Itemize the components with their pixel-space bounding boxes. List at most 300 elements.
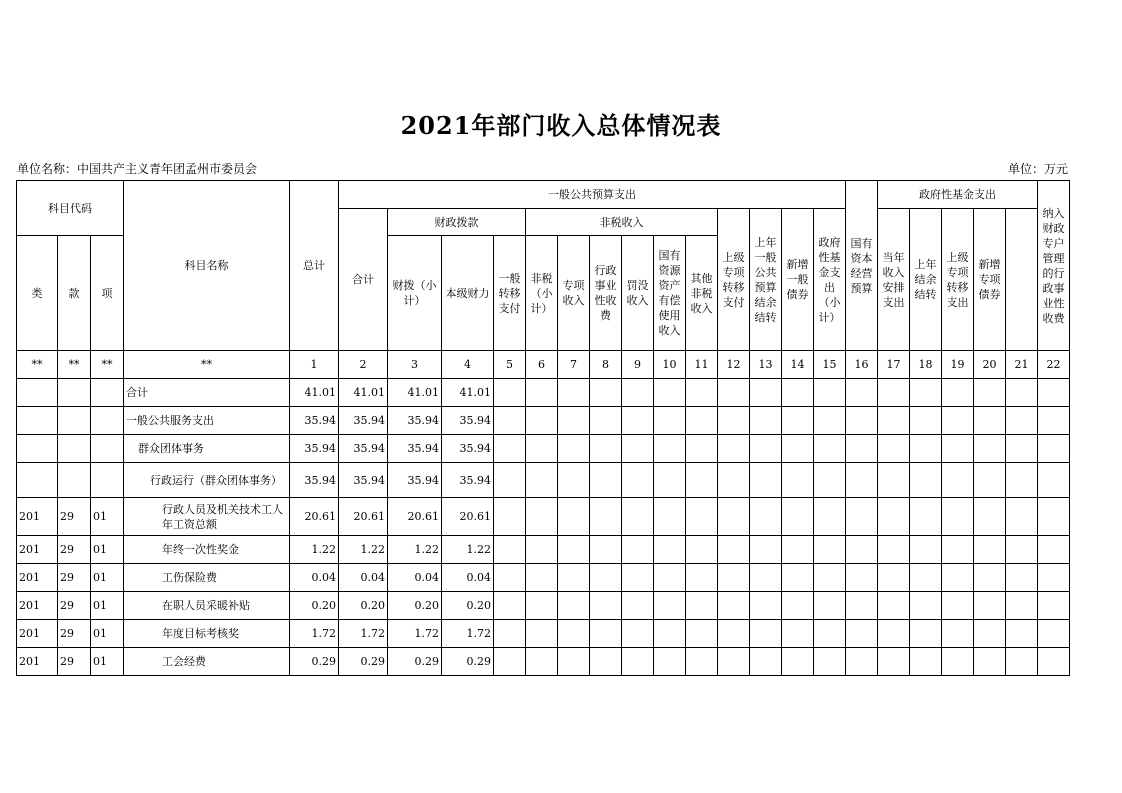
empty-cell (622, 620, 654, 648)
column-index-cell: 13 (750, 351, 782, 379)
column-index-cell: 22 (1038, 351, 1070, 379)
empty-cell (814, 407, 846, 435)
column-index-cell: 12 (718, 351, 750, 379)
header-last-year-carry: 上年结余结转 (910, 209, 942, 351)
empty-cell (846, 463, 878, 498)
empty-cell (590, 620, 622, 648)
header-upper-special: 上级专项转移支付 (718, 209, 750, 351)
empty-cell (526, 463, 558, 498)
empty-cell (910, 648, 942, 676)
empty-cell (1006, 498, 1038, 536)
empty-cell (494, 435, 526, 463)
same-level-cell: 20.61 (442, 498, 494, 536)
empty-cell (942, 648, 974, 676)
fiscal-sub-cell: 41.01 (388, 379, 442, 407)
empty-cell (590, 407, 622, 435)
empty-cell (814, 564, 846, 592)
empty-cell (654, 498, 686, 536)
empty-cell (654, 407, 686, 435)
empty-cell (590, 564, 622, 592)
same-level-cell: 1.22 (442, 536, 494, 564)
empty-cell (910, 498, 942, 536)
empty-cell (814, 620, 846, 648)
empty-cell (654, 379, 686, 407)
xiang-cell: 01 (91, 592, 124, 620)
empty-cell (910, 620, 942, 648)
table-row (17, 435, 1070, 463)
empty-cell (942, 592, 974, 620)
heji-cell: 35.94 (339, 435, 388, 463)
empty-cell (1038, 435, 1070, 463)
lei-cell (17, 407, 58, 435)
empty-cell (686, 379, 718, 407)
empty-cell (814, 463, 846, 498)
empty-cell (1006, 463, 1038, 498)
subject-name-cell: 工伤保险费 (124, 564, 290, 592)
empty-cell (558, 536, 590, 564)
empty-cell (782, 379, 814, 407)
empty-cell (526, 379, 558, 407)
total-cell: 1.72 (290, 620, 339, 648)
empty-cell (974, 407, 1006, 435)
empty-cell (526, 407, 558, 435)
heji-cell: 35.94 (339, 463, 388, 498)
lei-cell (17, 379, 58, 407)
column-index-cell: 9 (622, 351, 654, 379)
empty-cell (494, 536, 526, 564)
empty-cell (942, 379, 974, 407)
empty-cell (494, 379, 526, 407)
empty-cell (590, 435, 622, 463)
empty-cell (622, 648, 654, 676)
empty-cell (654, 648, 686, 676)
header-nontax: 非税收入 (526, 209, 718, 236)
empty-cell (1038, 463, 1070, 498)
lei-cell (17, 435, 58, 463)
empty-cell (686, 498, 718, 536)
empty-cell (1038, 536, 1070, 564)
kuan-cell: 29 (58, 564, 91, 592)
empty-cell (1038, 498, 1070, 536)
header-current-income: 当年收入安排支出 (878, 209, 910, 351)
column-index-cell: 18 (910, 351, 942, 379)
column-index-cell: 10 (654, 351, 686, 379)
header-total: 总计 (290, 181, 339, 351)
column-index-cell: ** (17, 351, 58, 379)
header-nontax-sub: 非税（小计） (526, 236, 558, 351)
table-row (17, 592, 1070, 620)
empty-cell (974, 620, 1006, 648)
empty-cell (814, 435, 846, 463)
empty-cell (910, 435, 942, 463)
empty-cell (878, 407, 910, 435)
empty-cell (846, 435, 878, 463)
kuan-cell: 29 (58, 498, 91, 536)
empty-cell (590, 379, 622, 407)
subject-name-cell: 年终一次性奖金 (124, 536, 290, 564)
empty-cell (654, 564, 686, 592)
empty-cell (942, 463, 974, 498)
empty-cell (558, 498, 590, 536)
empty-cell (558, 435, 590, 463)
empty-cell (590, 592, 622, 620)
column-index-cell: 14 (782, 351, 814, 379)
empty-cell (526, 592, 558, 620)
table-row (17, 648, 1070, 676)
column-index-cell: 11 (686, 351, 718, 379)
same-level-cell: 35.94 (442, 463, 494, 498)
empty-cell (846, 536, 878, 564)
fiscal-sub-cell: 20.61 (388, 498, 442, 536)
empty-cell (878, 592, 910, 620)
table-row (17, 536, 1070, 564)
empty-cell (878, 379, 910, 407)
empty-cell (718, 648, 750, 676)
header-subject-name: 科目名称 (124, 181, 290, 351)
header-heji: 合计 (339, 209, 388, 351)
empty-cell (814, 536, 846, 564)
empty-cell (974, 463, 1006, 498)
empty-cell (814, 648, 846, 676)
table-row (17, 620, 1070, 648)
empty-cell (1006, 407, 1038, 435)
kuan-cell: 29 (58, 620, 91, 648)
heji-cell: 0.29 (339, 648, 388, 676)
lei-cell: 201 (17, 564, 58, 592)
empty-cell (622, 592, 654, 620)
empty-cell (494, 592, 526, 620)
subject-name-cell: 工会经费 (124, 648, 290, 676)
heji-cell: 41.01 (339, 379, 388, 407)
header-special-income: 专项收入 (558, 236, 590, 351)
column-index-cell: 21 (1006, 351, 1038, 379)
empty-cell (654, 592, 686, 620)
same-level-cell: 35.94 (442, 407, 494, 435)
header-state-capital: 国有资本经营预算 (846, 181, 878, 351)
empty-cell (878, 498, 910, 536)
header-same-level: 本级财力 (442, 236, 494, 351)
header-gov-fund: 政府性基金支出 (878, 181, 1038, 209)
empty-cell (814, 379, 846, 407)
empty-cell (526, 648, 558, 676)
column-index-cell: ** (91, 351, 124, 379)
column-index-cell: 8 (590, 351, 622, 379)
empty-cell (750, 379, 782, 407)
kuan-cell (58, 435, 91, 463)
empty-cell (750, 620, 782, 648)
empty-cell (942, 435, 974, 463)
subject-name-cell: 群众团体事务 (124, 435, 290, 463)
empty-cell (846, 407, 878, 435)
empty-cell (750, 592, 782, 620)
empty-cell (494, 620, 526, 648)
empty-cell (750, 435, 782, 463)
empty-cell (558, 407, 590, 435)
empty-cell (974, 498, 1006, 536)
empty-cell (878, 648, 910, 676)
table-row (17, 564, 1070, 592)
subject-name-cell: 合计 (124, 379, 290, 407)
heji-cell: 0.04 (339, 564, 388, 592)
empty-cell (942, 564, 974, 592)
empty-cell (1038, 620, 1070, 648)
empty-cell (686, 592, 718, 620)
empty-cell (654, 620, 686, 648)
empty-cell (654, 435, 686, 463)
empty-cell (910, 592, 942, 620)
empty-cell (974, 435, 1006, 463)
header-fiscal: 财政拨款 (388, 209, 526, 236)
empty-cell (558, 463, 590, 498)
empty-cell (622, 435, 654, 463)
empty-cell (526, 498, 558, 536)
empty-cell (686, 463, 718, 498)
empty-cell (494, 463, 526, 498)
lei-cell: 201 (17, 620, 58, 648)
empty-cell (1038, 592, 1070, 620)
empty-cell (814, 498, 846, 536)
empty-cell (622, 498, 654, 536)
empty-cell (782, 463, 814, 498)
header-fiscal-special: 纳入财政专户管理的行政事业性收费 (1038, 181, 1070, 351)
column-index-cell: 7 (558, 351, 590, 379)
empty-cell (718, 564, 750, 592)
empty-cell (782, 648, 814, 676)
table-row (17, 407, 1070, 435)
table-row (17, 463, 1070, 498)
header-last-year-general: 上年一般公共预算结余结转 (750, 209, 782, 351)
empty-cell (1038, 648, 1070, 676)
heji-cell: 1.22 (339, 536, 388, 564)
column-index-cell: 5 (494, 351, 526, 379)
empty-cell (942, 498, 974, 536)
currency-unit-label: 单位：万元 (1007, 162, 1068, 176)
header-kuan: 款 (58, 236, 91, 351)
same-level-cell: 0.20 (442, 592, 494, 620)
fiscal-sub-cell: 0.04 (388, 564, 442, 592)
empty-cell (718, 379, 750, 407)
empty-cell (526, 620, 558, 648)
header-gov-fund-sub: 政府性基金支出（小计） (814, 209, 846, 351)
empty-cell (718, 620, 750, 648)
empty-cell (718, 498, 750, 536)
empty-cell (846, 592, 878, 620)
empty-cell (718, 536, 750, 564)
lei-cell: 201 (17, 536, 58, 564)
empty-cell (782, 407, 814, 435)
empty-cell (782, 498, 814, 536)
fiscal-sub-cell: 1.72 (388, 620, 442, 648)
column-index-cell: 4 (442, 351, 494, 379)
empty-cell (526, 564, 558, 592)
empty-cell (686, 435, 718, 463)
empty-cell (782, 620, 814, 648)
empty-cell (654, 463, 686, 498)
empty-cell (622, 463, 654, 498)
header-new-special-bond: 新增专项债券 (974, 209, 1006, 351)
empty-cell (974, 592, 1006, 620)
empty-cell (878, 435, 910, 463)
column-index-cell: 20 (974, 351, 1006, 379)
total-cell: 0.29 (290, 648, 339, 676)
kuan-cell: 29 (58, 536, 91, 564)
xiang-cell: 01 (91, 536, 124, 564)
kuan-cell: 29 (58, 648, 91, 676)
column-index-row (17, 351, 1070, 379)
header-admin-fee: 行政事业性收费 (590, 236, 622, 351)
column-index-cell: ** (124, 351, 290, 379)
total-cell: 1.22 (290, 536, 339, 564)
empty-cell (1006, 536, 1038, 564)
column-index-cell: 2 (339, 351, 388, 379)
empty-cell (1038, 379, 1070, 407)
empty-cell (974, 564, 1006, 592)
empty-cell (942, 536, 974, 564)
empty-cell (1006, 564, 1038, 592)
column-index-cell: 16 (846, 351, 878, 379)
kuan-cell (58, 463, 91, 498)
xiang-cell: 01 (91, 564, 124, 592)
empty-cell (686, 407, 718, 435)
subject-name-cell: 年度目标考核奖 (124, 620, 290, 648)
column-index-cell: 17 (878, 351, 910, 379)
header-state-asset: 国有资源资产有偿使用收入 (654, 236, 686, 351)
total-cell: 20.61 (290, 498, 339, 536)
heji-cell: 1.72 (339, 620, 388, 648)
empty-cell (750, 648, 782, 676)
kuan-cell (58, 379, 91, 407)
empty-cell (910, 536, 942, 564)
unit-name-label: 单位名称：中国共产主义青年团孟州市委员会 (17, 162, 258, 176)
empty-cell (910, 407, 942, 435)
heji-cell: 20.61 (339, 498, 388, 536)
empty-cell (686, 564, 718, 592)
xiang-cell: 01 (91, 648, 124, 676)
income-table (16, 180, 1070, 676)
empty-cell (974, 379, 1006, 407)
empty-cell (1006, 592, 1038, 620)
column-index-cell: 3 (388, 351, 442, 379)
empty-cell (910, 379, 942, 407)
xiang-cell (91, 379, 124, 407)
empty-cell (846, 564, 878, 592)
fiscal-sub-cell: 1.22 (388, 536, 442, 564)
header-lei: 类 (17, 236, 58, 351)
subject-name-cell: 行政运行（群众团体事务） (124, 463, 290, 498)
heji-cell: 0.20 (339, 592, 388, 620)
header-general-transfer: 一般转移支付 (494, 236, 526, 351)
empty-cell (910, 564, 942, 592)
empty-cell (686, 536, 718, 564)
empty-cell (558, 620, 590, 648)
empty-cell (558, 592, 590, 620)
empty-cell (590, 498, 622, 536)
empty-cell (878, 463, 910, 498)
total-cell: 35.94 (290, 407, 339, 435)
empty-cell (686, 620, 718, 648)
column-index-cell: 1 (290, 351, 339, 379)
empty-cell (910, 463, 942, 498)
xiang-cell (91, 435, 124, 463)
total-cell: 0.20 (290, 592, 339, 620)
empty-cell (558, 648, 590, 676)
empty-cell (782, 435, 814, 463)
empty-cell (718, 592, 750, 620)
empty-cell (750, 463, 782, 498)
header-new-general-bond: 新增一般债券 (782, 209, 814, 351)
column-index-cell: 19 (942, 351, 974, 379)
fiscal-sub-cell: 0.20 (388, 592, 442, 620)
empty-cell (878, 620, 910, 648)
empty-cell (494, 498, 526, 536)
empty-cell (782, 592, 814, 620)
empty-cell (558, 564, 590, 592)
xiang-cell (91, 407, 124, 435)
empty-cell (878, 564, 910, 592)
header-general-budget: 一般公共预算支出 (339, 181, 846, 209)
column-index-cell: 15 (814, 351, 846, 379)
total-cell: 35.94 (290, 435, 339, 463)
empty-cell (782, 564, 814, 592)
xiang-cell: 01 (91, 620, 124, 648)
table-row (17, 379, 1070, 407)
empty-cell (526, 435, 558, 463)
empty-cell (846, 379, 878, 407)
empty-cell (942, 407, 974, 435)
empty-cell (494, 564, 526, 592)
empty-cell (526, 536, 558, 564)
total-cell: 41.01 (290, 379, 339, 407)
empty-cell (878, 536, 910, 564)
empty-cell (718, 407, 750, 435)
empty-cell (622, 536, 654, 564)
fiscal-sub-cell: 35.94 (388, 463, 442, 498)
empty-cell (1006, 435, 1038, 463)
kuan-cell (58, 407, 91, 435)
kuan-cell: 29 (58, 592, 91, 620)
column-index-cell: ** (58, 351, 91, 379)
empty-cell (1038, 407, 1070, 435)
xiang-cell (91, 463, 124, 498)
fiscal-sub-cell: 35.94 (388, 435, 442, 463)
empty-cell (686, 648, 718, 676)
fiscal-sub-cell: 0.29 (388, 648, 442, 676)
empty-cell (494, 648, 526, 676)
empty-cell (814, 592, 846, 620)
empty-cell (718, 435, 750, 463)
lei-cell: 201 (17, 592, 58, 620)
header-other-nontax: 其他非税收入 (686, 236, 718, 351)
heji-cell: 35.94 (339, 407, 388, 435)
empty-cell (718, 463, 750, 498)
empty-cell (846, 498, 878, 536)
lei-cell: 201 (17, 648, 58, 676)
empty-cell (974, 648, 1006, 676)
empty-cell (654, 536, 686, 564)
column-index-cell: 6 (526, 351, 558, 379)
header-xiang: 项 (91, 236, 124, 351)
same-level-cell: 35.94 (442, 435, 494, 463)
same-level-cell: 41.01 (442, 379, 494, 407)
subject-name-cell: 行政人员及机关技术工人年工资总额 (124, 498, 290, 536)
empty-cell (846, 620, 878, 648)
same-level-cell: 1.72 (442, 620, 494, 648)
subject-name-cell: 一般公共服务支出 (124, 407, 290, 435)
empty-cell (1006, 620, 1038, 648)
lei-cell: 201 (17, 498, 58, 536)
empty-cell (1006, 379, 1038, 407)
empty-cell (1038, 564, 1070, 592)
